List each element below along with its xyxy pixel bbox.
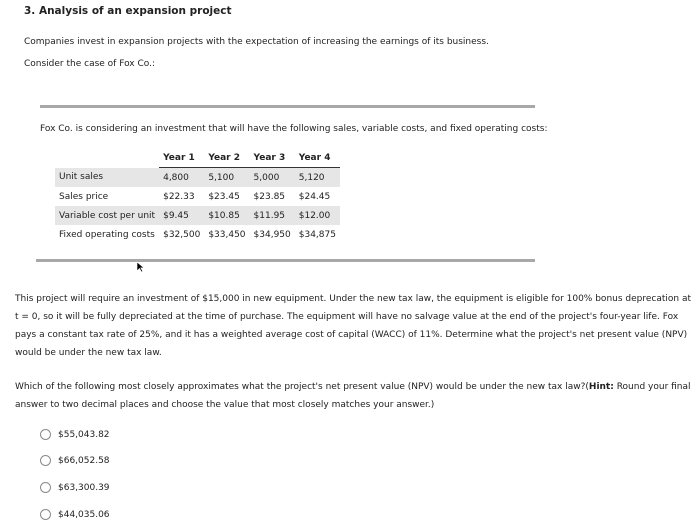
table-row [55,187,340,206]
question-text-after: Round your final answer to two decimal places and choose the value that most closely matches your answer.) [15,382,691,410]
answer-option-2[interactable] [40,455,110,466]
answer-option-4[interactable] [40,509,110,520]
radio-button[interactable] [40,455,51,466]
table-row [55,168,340,188]
question-text-before: Which of the following most closely approximates what the project's net present value (NPV) would be under the new tax law?( [15,382,589,392]
radio-button[interactable] [40,482,51,493]
option-label: $55,043.82 [58,429,110,440]
row-label: Unit sales [59,172,104,183]
cell: $24.45 [298,191,331,202]
cell: $9.45 [163,210,189,221]
cell: 5,120 [298,172,325,183]
option-label: $44,035.06 [58,509,110,520]
cell: $32,500 [163,229,201,240]
row-label: Fixed operating costs [59,229,155,240]
hint-label: Hint: [588,382,614,392]
cell: $34,950 [253,229,291,240]
divider-top [40,105,535,108]
intro-line: Companies invest in expansion projects with the expectation of increasing the earnings of its business. [24,37,489,47]
header-year-2: Year 2 [204,149,249,168]
cell: $34,875 [298,229,336,240]
cell: $10.85 [208,210,240,221]
table-header-row [55,149,340,168]
cell: 4,800 [163,172,189,183]
option-label: $66,052.58 [58,455,110,466]
cell: $23.45 [208,191,240,202]
row-label: Sales price [59,191,109,202]
cell: $22.33 [163,191,195,202]
answer-option-1[interactable] [40,429,110,440]
consider-line: Consider the case of Fox Co.: [24,59,156,69]
divider-bottom [36,259,535,262]
cell: $23.85 [253,191,286,202]
answer-option-3[interactable] [40,482,110,493]
header-year-4: Year 4 [295,149,340,168]
cell: $33,450 [208,229,246,240]
table-intro: Fox Co. is considering an investment that will have the following sales, variable costs, and fixed operating costs: [40,124,548,134]
header-blank [55,149,159,168]
cell: 5,000 [253,172,280,183]
project-description: This project will require an investment of $15,000 in new equipment. Under the new tax law, the equipment is eligible for 100% bonus deprecation at t = 0, so it will be fully depreciated at the time of purchase. The equipment will have no salvage value at the end of the project's four-year life. Fox pays a constant tax rate of 25%, and it has a weighted average cost of capital (WACC) of 11%. Determine what the project's net present value (NPV) would be under the new tax law. [15,294,692,358]
cost-table [55,149,340,244]
option-label: $63,300.39 [58,482,110,493]
row-label: Variable cost per unit [59,210,156,221]
radio-button[interactable] [40,509,51,520]
cell: $11.95 [253,210,286,221]
question-text [15,378,695,414]
cell: $12.00 [298,210,331,221]
header-year-3: Year 3 [250,149,295,168]
table-row [55,206,340,225]
cell: 5,100 [208,172,235,183]
radio-button[interactable] [40,429,51,440]
header-year-1: Year 1 [159,149,204,168]
mouse-cursor-icon [136,261,145,276]
question-title: 3. Analysis of an expansion project [24,5,232,17]
table-row [55,225,340,244]
